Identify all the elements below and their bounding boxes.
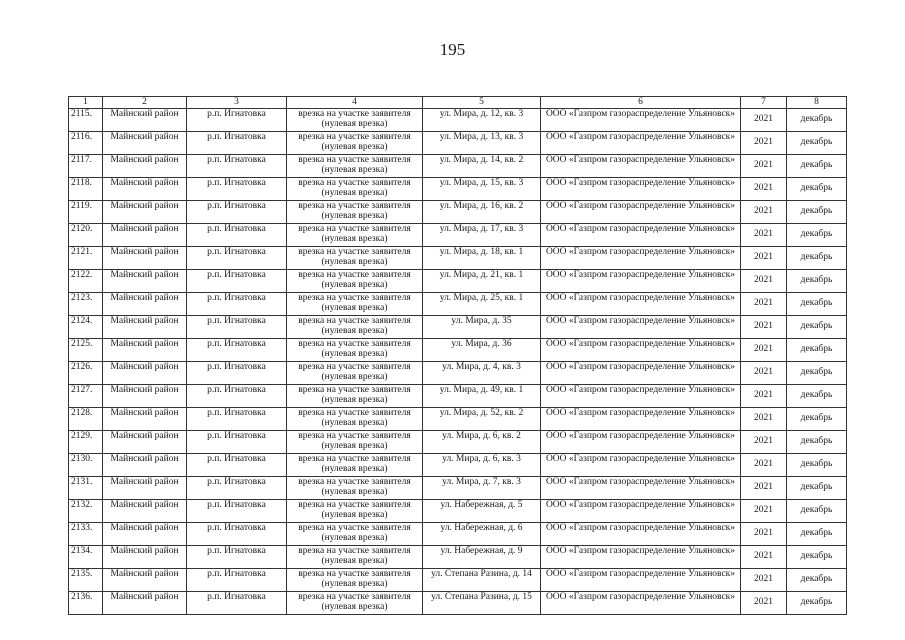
row-number-cell: 2120. — [69, 223, 103, 246]
row-number-cell: 2121. — [69, 246, 103, 269]
address-cell: ул. Мира, д. 17, кв. 3 — [423, 223, 541, 246]
settlement-cell: р.п. Игнатовка — [187, 246, 287, 269]
table-row — [69, 545, 847, 568]
year-cell: 2021 — [741, 154, 787, 177]
row-number-cell: 2135. — [69, 568, 103, 591]
year-cell: 2021 — [741, 223, 787, 246]
district-cell: Майнский район — [103, 269, 187, 292]
year-cell: 2021 — [741, 131, 787, 154]
district-cell: Майнский район — [103, 338, 187, 361]
settlement-cell: р.п. Игнатовка — [187, 108, 287, 131]
year-cell: 2021 — [741, 338, 787, 361]
table-row — [69, 568, 847, 591]
organization-cell: ООО «Газпром газораспределение Ульяновск» — [541, 315, 741, 338]
month-cell: декабрь — [787, 476, 847, 499]
row-number-cell: 2130. — [69, 453, 103, 476]
connection-type-cell: врезка на участке заявителя (нулевая врезка) — [287, 476, 423, 499]
row-number-cell: 2125. — [69, 338, 103, 361]
row-number-cell: 2123. — [69, 292, 103, 315]
month-cell: декабрь — [787, 108, 847, 131]
settlement-cell: р.п. Игнатовка — [187, 407, 287, 430]
settlement-cell: р.п. Игнатовка — [187, 154, 287, 177]
address-cell: ул. Мира, д. 21, кв. 1 — [423, 269, 541, 292]
organization-cell: ООО «Газпром газораспределение Ульяновск» — [541, 545, 741, 568]
organization-cell: ООО «Газпром газораспределение Ульяновск» — [541, 476, 741, 499]
month-cell: декабрь — [787, 292, 847, 315]
table-row — [69, 131, 847, 154]
row-number-cell: 2132. — [69, 499, 103, 522]
address-cell: ул. Мира, д. 14, кв. 2 — [423, 154, 541, 177]
district-cell: Майнский район — [103, 591, 187, 614]
connection-type-cell: врезка на участке заявителя (нулевая врезка) — [287, 591, 423, 614]
settlement-cell: р.п. Игнатовка — [187, 499, 287, 522]
settlement-cell: р.п. Игнатовка — [187, 430, 287, 453]
row-number-cell: 2129. — [69, 430, 103, 453]
column-header: 6 — [541, 97, 741, 109]
settlement-cell: р.п. Игнатовка — [187, 131, 287, 154]
organization-cell: ООО «Газпром газораспределение Ульяновск» — [541, 568, 741, 591]
year-cell: 2021 — [741, 545, 787, 568]
table-row — [69, 361, 847, 384]
connection-type-cell: врезка на участке заявителя (нулевая врезка) — [287, 568, 423, 591]
year-cell: 2021 — [741, 315, 787, 338]
connection-type-cell: врезка на участке заявителя (нулевая врезка) — [287, 430, 423, 453]
district-cell: Майнский район — [103, 177, 187, 200]
month-cell: декабрь — [787, 430, 847, 453]
address-cell: ул. Набережная, д. 5 — [423, 499, 541, 522]
row-number-cell: 2118. — [69, 177, 103, 200]
district-cell: Майнский район — [103, 568, 187, 591]
address-cell: ул. Набережная, д. 6 — [423, 522, 541, 545]
table-row — [69, 154, 847, 177]
address-cell: ул. Мира, д. 7, кв. 3 — [423, 476, 541, 499]
connection-type-cell: врезка на участке заявителя (нулевая врезка) — [287, 361, 423, 384]
month-cell: декабрь — [787, 246, 847, 269]
table-row — [69, 430, 847, 453]
connection-type-cell: врезка на участке заявителя (нулевая врезка) — [287, 246, 423, 269]
address-cell: ул. Мира, д. 35 — [423, 315, 541, 338]
district-cell: Майнский район — [103, 499, 187, 522]
settlement-cell: р.п. Игнатовка — [187, 223, 287, 246]
organization-cell: ООО «Газпром газораспределение Ульяновск» — [541, 407, 741, 430]
address-cell: ул. Мира, д. 52, кв. 2 — [423, 407, 541, 430]
district-cell: Майнский район — [103, 292, 187, 315]
month-cell: декабрь — [787, 361, 847, 384]
organization-cell: ООО «Газпром газораспределение Ульяновск» — [541, 384, 741, 407]
organization-cell: ООО «Газпром газораспределение Ульяновск» — [541, 246, 741, 269]
column-header: 1 — [69, 97, 103, 109]
settlement-cell: р.п. Игнатовка — [187, 476, 287, 499]
row-number-cell: 2126. — [69, 361, 103, 384]
district-cell: Майнский район — [103, 384, 187, 407]
table-row — [69, 292, 847, 315]
connection-type-cell: врезка на участке заявителя (нулевая врезка) — [287, 453, 423, 476]
year-cell: 2021 — [741, 384, 787, 407]
organization-cell: ООО «Газпром газораспределение Ульяновск» — [541, 292, 741, 315]
year-cell: 2021 — [741, 108, 787, 131]
address-cell: ул. Степана Разина, д. 15 — [423, 591, 541, 614]
year-cell: 2021 — [741, 476, 787, 499]
address-cell: ул. Мира, д. 6, кв. 3 — [423, 453, 541, 476]
connection-type-cell: врезка на участке заявителя (нулевая врезка) — [287, 131, 423, 154]
row-number-cell: 2136. — [69, 591, 103, 614]
district-cell: Майнский район — [103, 108, 187, 131]
month-cell: декабрь — [787, 131, 847, 154]
table-row — [69, 338, 847, 361]
address-cell: ул. Мира, д. 12, кв. 3 — [423, 108, 541, 131]
district-cell: Майнский район — [103, 154, 187, 177]
table-row — [69, 499, 847, 522]
year-cell: 2021 — [741, 591, 787, 614]
row-number-cell: 2128. — [69, 407, 103, 430]
settlement-cell: р.п. Игнатовка — [187, 568, 287, 591]
connection-type-cell: врезка на участке заявителя (нулевая врезка) — [287, 338, 423, 361]
settlement-cell: р.п. Игнатовка — [187, 292, 287, 315]
table-row — [69, 246, 847, 269]
address-cell: ул. Мира, д. 25, кв. 1 — [423, 292, 541, 315]
year-cell: 2021 — [741, 292, 787, 315]
settlement-cell: р.п. Игнатовка — [187, 200, 287, 223]
month-cell: декабрь — [787, 591, 847, 614]
row-number-cell: 2133. — [69, 522, 103, 545]
month-cell: декабрь — [787, 338, 847, 361]
row-number-cell: 2117. — [69, 154, 103, 177]
table-body — [69, 108, 847, 614]
column-header: 2 — [103, 97, 187, 109]
connection-type-cell: врезка на участке заявителя (нулевая врезка) — [287, 499, 423, 522]
month-cell: декабрь — [787, 177, 847, 200]
year-cell: 2021 — [741, 430, 787, 453]
district-cell: Майнский район — [103, 545, 187, 568]
header-row — [69, 97, 847, 109]
row-number-cell: 2124. — [69, 315, 103, 338]
column-header: 4 — [287, 97, 423, 109]
month-cell: декабрь — [787, 269, 847, 292]
month-cell: декабрь — [787, 545, 847, 568]
column-header: 7 — [741, 97, 787, 109]
address-cell: ул. Мира, д. 15, кв. 3 — [423, 177, 541, 200]
table-row — [69, 453, 847, 476]
year-cell: 2021 — [741, 269, 787, 292]
organization-cell: ООО «Газпром газораспределение Ульяновск» — [541, 338, 741, 361]
settlement-cell: р.п. Игнатовка — [187, 315, 287, 338]
table-row — [69, 476, 847, 499]
address-cell: ул. Мира, д. 4, кв. 3 — [423, 361, 541, 384]
settlement-cell: р.п. Игнатовка — [187, 269, 287, 292]
district-cell: Майнский район — [103, 453, 187, 476]
connection-type-cell: врезка на участке заявителя (нулевая врезка) — [287, 407, 423, 430]
month-cell: декабрь — [787, 200, 847, 223]
column-header: 8 — [787, 97, 847, 109]
address-cell: ул. Мира, д. 18, кв. 1 — [423, 246, 541, 269]
connection-type-cell: врезка на участке заявителя (нулевая врезка) — [287, 315, 423, 338]
organization-cell: ООО «Газпром газораспределение Ульяновск» — [541, 453, 741, 476]
table-row — [69, 223, 847, 246]
column-header: 3 — [187, 97, 287, 109]
table-row — [69, 591, 847, 614]
settlement-cell: р.п. Игнатовка — [187, 338, 287, 361]
table-row — [69, 522, 847, 545]
table-row — [69, 177, 847, 200]
district-cell: Майнский район — [103, 315, 187, 338]
district-cell: Майнский район — [103, 246, 187, 269]
connection-type-cell: врезка на участке заявителя (нулевая врезка) — [287, 108, 423, 131]
month-cell: декабрь — [787, 407, 847, 430]
connection-type-cell: врезка на участке заявителя (нулевая врезка) — [287, 177, 423, 200]
organization-cell: ООО «Газпром газораспределение Ульяновск» — [541, 361, 741, 384]
district-cell: Майнский район — [103, 131, 187, 154]
organization-cell: ООО «Газпром газораспределение Ульяновск» — [541, 177, 741, 200]
district-cell: Майнский район — [103, 476, 187, 499]
organization-cell: ООО «Газпром газораспределение Ульяновск» — [541, 108, 741, 131]
organization-cell: ООО «Газпром газораспределение Ульяновск» — [541, 269, 741, 292]
organization-cell: ООО «Газпром газораспределение Ульяновск» — [541, 131, 741, 154]
year-cell: 2021 — [741, 522, 787, 545]
month-cell: декабрь — [787, 522, 847, 545]
settlement-cell: р.п. Игнатовка — [187, 384, 287, 407]
address-cell: ул. Мира, д. 36 — [423, 338, 541, 361]
year-cell: 2021 — [741, 200, 787, 223]
month-cell: декабрь — [787, 154, 847, 177]
connection-type-cell: врезка на участке заявителя (нулевая врезка) — [287, 384, 423, 407]
organization-cell: ООО «Газпром газораспределение Ульяновск» — [541, 499, 741, 522]
month-cell: декабрь — [787, 568, 847, 591]
month-cell: декабрь — [787, 223, 847, 246]
year-cell: 2021 — [741, 499, 787, 522]
address-cell: ул. Мира, д. 13, кв. 3 — [423, 131, 541, 154]
connection-type-cell: врезка на участке заявителя (нулевая врезка) — [287, 545, 423, 568]
district-cell: Майнский район — [103, 430, 187, 453]
row-number-cell: 2131. — [69, 476, 103, 499]
district-cell: Майнский район — [103, 407, 187, 430]
connection-type-cell: врезка на участке заявителя (нулевая врезка) — [287, 200, 423, 223]
month-cell: декабрь — [787, 453, 847, 476]
row-number-cell: 2115. — [69, 108, 103, 131]
row-number-cell: 2134. — [69, 545, 103, 568]
month-cell: декабрь — [787, 499, 847, 522]
organization-cell: ООО «Газпром газораспределение Ульяновск» — [541, 223, 741, 246]
connection-type-cell: врезка на участке заявителя (нулевая врезка) — [287, 269, 423, 292]
connection-type-cell: врезка на участке заявителя (нулевая врезка) — [287, 154, 423, 177]
year-cell: 2021 — [741, 453, 787, 476]
settlement-cell: р.п. Игнатовка — [187, 591, 287, 614]
connection-type-cell: врезка на участке заявителя (нулевая врезка) — [287, 223, 423, 246]
page-number: 195 — [439, 40, 466, 59]
year-cell: 2021 — [741, 361, 787, 384]
address-cell: ул. Мира, д. 49, кв. 1 — [423, 384, 541, 407]
table-row — [69, 200, 847, 223]
row-number-cell: 2122. — [69, 269, 103, 292]
address-cell: ул. Мира, д. 16, кв. 2 — [423, 200, 541, 223]
year-cell: 2021 — [741, 177, 787, 200]
district-cell: Майнский район — [103, 361, 187, 384]
district-cell: Майнский район — [103, 200, 187, 223]
table-row — [69, 315, 847, 338]
table-row — [69, 407, 847, 430]
year-cell: 2021 — [741, 407, 787, 430]
address-cell: ул. Мира, д. 6, кв. 2 — [423, 430, 541, 453]
settlement-cell: р.п. Игнатовка — [187, 177, 287, 200]
organization-cell: ООО «Газпром газораспределение Ульяновск» — [541, 430, 741, 453]
table-row — [69, 269, 847, 292]
address-cell: ул. Набережная, д. 9 — [423, 545, 541, 568]
settlement-cell: р.п. Игнатовка — [187, 453, 287, 476]
table-row — [69, 384, 847, 407]
organization-cell: ООО «Газпром газораспределение Ульяновск» — [541, 522, 741, 545]
year-cell: 2021 — [741, 568, 787, 591]
column-header: 5 — [423, 97, 541, 109]
row-number-cell: 2116. — [69, 131, 103, 154]
row-number-cell: 2127. — [69, 384, 103, 407]
address-cell: ул. Степана Разина, д. 14 — [423, 568, 541, 591]
month-cell: декабрь — [787, 315, 847, 338]
table-row — [69, 108, 847, 131]
year-cell: 2021 — [741, 246, 787, 269]
row-number-cell: 2119. — [69, 200, 103, 223]
settlement-cell: р.п. Игнатовка — [187, 361, 287, 384]
settlement-cell: р.п. Игнатовка — [187, 545, 287, 568]
organization-cell: ООО «Газпром газораспределение Ульяновск» — [541, 200, 741, 223]
organization-cell: ООО «Газпром газораспределение Ульяновск» — [541, 591, 741, 614]
district-cell: Майнский район — [103, 223, 187, 246]
month-cell: декабрь — [787, 384, 847, 407]
registry-table — [68, 96, 847, 615]
organization-cell: ООО «Газпром газораспределение Ульяновск» — [541, 154, 741, 177]
settlement-cell: р.п. Игнатовка — [187, 522, 287, 545]
connection-type-cell: врезка на участке заявителя (нулевая врезка) — [287, 522, 423, 545]
connection-type-cell: врезка на участке заявителя (нулевая врезка) — [287, 292, 423, 315]
district-cell: Майнский район — [103, 522, 187, 545]
